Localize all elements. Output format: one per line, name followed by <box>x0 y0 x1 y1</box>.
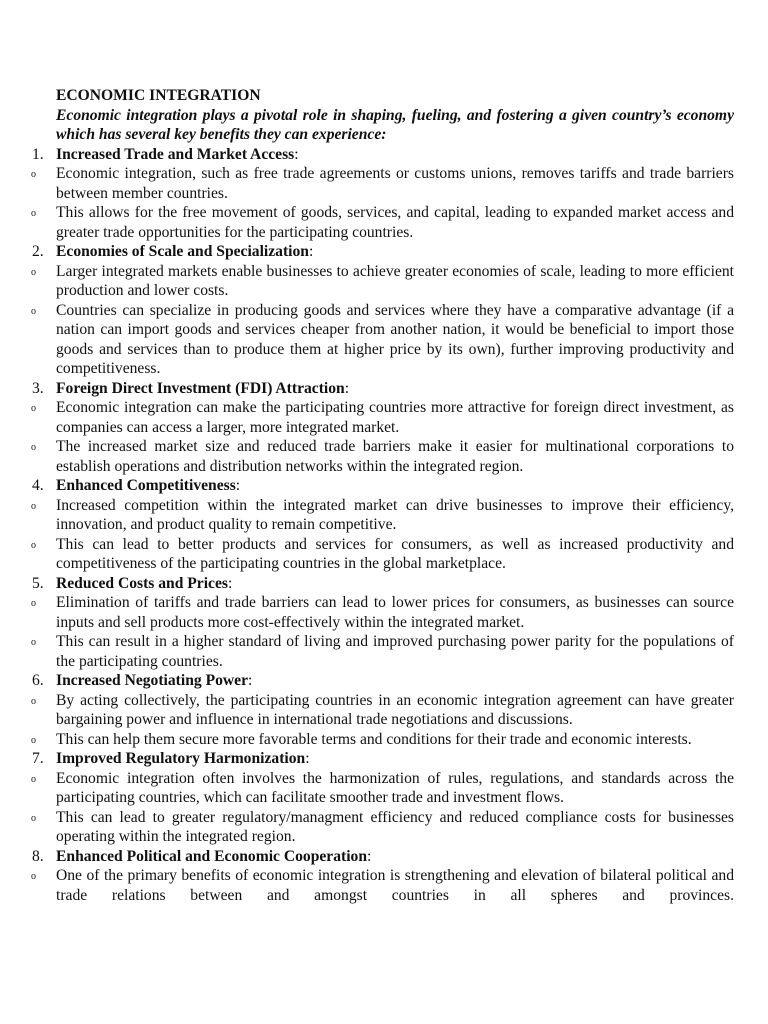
bullet-text: By acting collectively, the participating countries in an economic integration agreement can have greater bargaining power and influence in international trade negotiations and discussions. <box>56 691 734 728</box>
bullet-text: Increased competition within the integrated market can drive businesses to improve their efficiency, innovation, and product quality to remain competitive. <box>56 496 734 533</box>
section-heading <box>22 379 734 399</box>
hollow-bullet-icon: o <box>31 403 36 414</box>
hollow-bullet-icon: o <box>31 169 36 180</box>
section-title: Economies of Scale and Specialization <box>56 243 309 260</box>
hollow-bullet-icon: o <box>31 305 36 317</box>
section-number: 5. <box>32 574 44 592</box>
bullet-text: Larger integrated markets enable businesses to achieve greater economies of scale, leading to more efficient production and lower costs. <box>56 262 734 299</box>
section-heading <box>22 242 734 262</box>
hollow-bullet-icon: o <box>31 637 36 648</box>
bullet-item <box>22 437 734 476</box>
bullet-item <box>22 866 734 905</box>
section-title: Increased Trade and Market Access <box>56 145 295 163</box>
bullet-item <box>22 535 734 574</box>
section-heading <box>22 749 734 769</box>
bullet-text: Economic integration can make the participating countries more attractive for foreign direct investment, as companies can access a larger, more integrated market. <box>56 399 734 436</box>
section-colon: : <box>294 145 299 163</box>
bullet-item <box>22 769 734 808</box>
section-title: Reduced Costs and Prices <box>56 574 228 592</box>
bullet-item <box>22 730 734 750</box>
section-title: Improved Regulatory Harmonization <box>56 750 306 767</box>
document-page <box>22 86 734 905</box>
bullet-text: Elimination of tariffs and trade barriers can lead to lower prices for consumers, as businesses can source inputs and sell products more cost-effectively within the integrated market. <box>56 594 734 631</box>
bullet-text: Economic integration often involves the harmonization of rules, regulations, and standards across the participating countries, which can facilitate smoother trade and investment flows. <box>56 769 734 806</box>
hollow-bullet-icon: o <box>31 812 36 824</box>
bullet-item <box>22 496 734 535</box>
hollow-bullet-icon: o <box>31 695 36 707</box>
section-heading <box>22 847 734 867</box>
section-colon: : <box>305 750 310 767</box>
bullet-item <box>22 301 734 379</box>
section-number: 8. <box>32 847 44 865</box>
section-colon: : <box>367 847 372 865</box>
section-heading <box>22 145 734 165</box>
section-heading <box>22 671 734 691</box>
bullet-text: This allows for the free movement of goods, services, and capital, leading to expanded market access and greater trade opportunities for the participating countries. <box>56 204 734 241</box>
section-colon: : <box>308 243 314 260</box>
document-title: ECONOMIC INTEGRATION <box>56 87 261 104</box>
bullet-item <box>22 808 734 847</box>
bullet-text: This can result in a higher standard of living and improved purchasing power parity for the populations of the participating countries. <box>56 633 734 670</box>
section-number: 6. <box>32 672 44 689</box>
bullet-text: This can help them secure more favorable terms and conditions for their trade and economic interests. <box>56 730 692 748</box>
section-title: Foreign Direct Investment (FDI) Attraction <box>56 379 345 397</box>
bullet-text: The increased market size and reduced trade barriers make it easier for multinational corporations to establish operations and distribution networks within the integrated region. <box>56 438 734 475</box>
section-colon: : <box>235 477 241 494</box>
bullet-item <box>22 593 734 632</box>
bullet-item <box>22 691 734 730</box>
section-title: Increased Negotiating Power <box>56 672 248 689</box>
document-intro: Economic integration plays a pivotal role in shaping, fueling, and fostering a given country’s economy which has several key benefits they can experience: <box>56 106 734 143</box>
bullet-item <box>22 632 734 671</box>
bullet-text: This can lead to greater regulatory/managment efficiency and reduced compliance costs for businesses operating within the integrated region. <box>56 808 734 845</box>
hollow-bullet-icon: o <box>31 266 36 278</box>
hollow-bullet-icon: o <box>31 500 36 512</box>
section-number: 1. <box>32 145 44 163</box>
bullet-text: Countries can specialize in producing goods and services where they have a comparative advantage (if a nation can import goods and services cheaper from another nation, it would be beneficial to import those goods and services than to produce them at higher price by its own), further improving productivity and competitiveness. <box>56 301 734 377</box>
hollow-bullet-icon: o <box>31 442 36 453</box>
section-number: 4. <box>32 477 44 494</box>
bullet-item <box>22 262 734 301</box>
hollow-bullet-icon: o <box>31 773 36 785</box>
section-colon: : <box>344 379 350 397</box>
section-colon: : <box>227 574 233 592</box>
bullet-text: One of the primary benefits of economic integration is strengthening and elevation of bilateral political and trade relations between and amongst countries in all spheres and provinces. <box>56 867 734 904</box>
section-colon: : <box>248 672 253 689</box>
section-number: 3. <box>32 379 44 397</box>
section-heading <box>22 574 734 594</box>
hollow-bullet-icon: o <box>31 871 36 882</box>
hollow-bullet-icon: o <box>31 734 36 746</box>
bullet-item <box>22 398 734 437</box>
section-title: Enhanced Political and Economic Cooperation <box>56 847 368 865</box>
section-number: 2. <box>32 243 44 260</box>
section-number: 7. <box>32 750 44 767</box>
bullet-item <box>22 203 734 242</box>
section-heading <box>22 476 734 496</box>
bullet-text: Economic integration, such as free trade agreements or customs unions, removes tariffs and trade barriers between member countries. <box>56 165 734 202</box>
hollow-bullet-icon: o <box>31 598 36 609</box>
section-title: Enhanced Competitiveness <box>56 477 236 494</box>
benefits-list <box>22 145 734 906</box>
hollow-bullet-icon: o <box>31 539 36 551</box>
bullet-item <box>22 164 734 203</box>
hollow-bullet-icon: o <box>31 208 36 219</box>
bullet-text: This can lead to better products and services for consumers, as well as increased productivity and competitiveness of the participating countries in the global marketplace. <box>56 535 734 572</box>
